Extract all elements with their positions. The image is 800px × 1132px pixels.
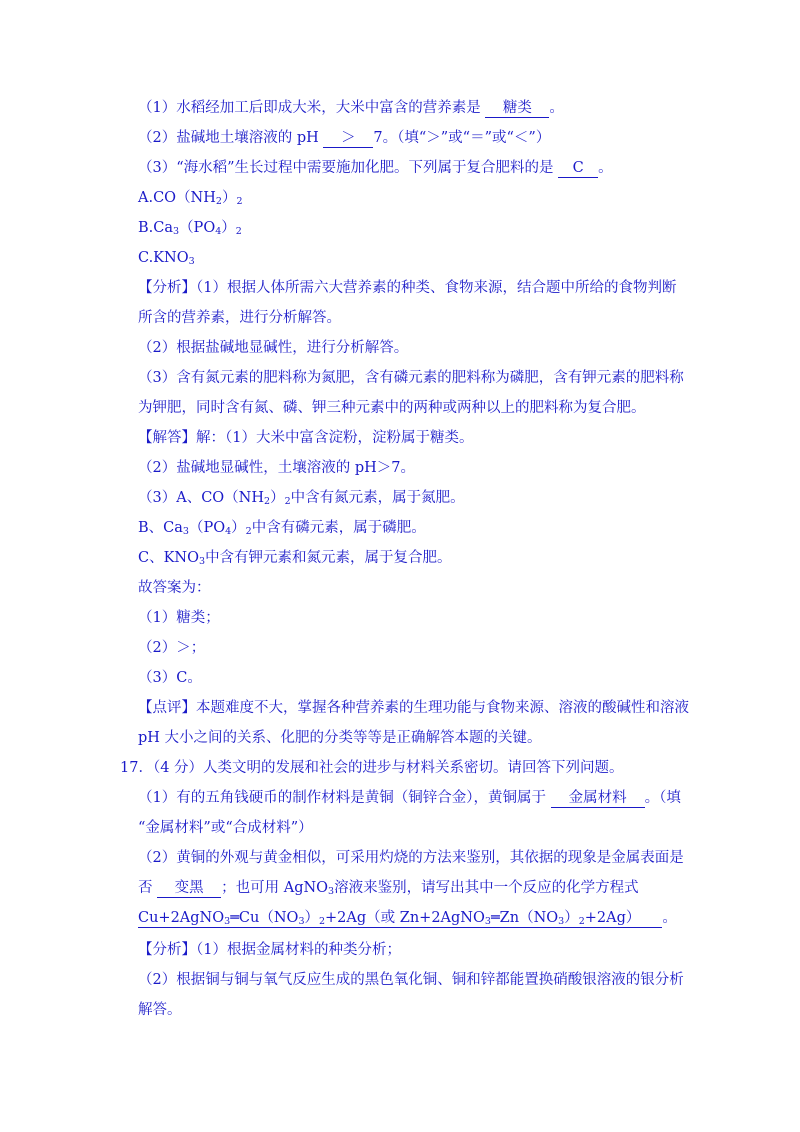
solution-line: （2）＞； bbox=[138, 640, 206, 656]
answer-blank: $Cu+2AgNO_3═Cu(NO_3)_2+2Ag$（或 $Zn+2AgNO_3═Zn(NO_3)_2+2Ag$） bbox=[138, 909, 662, 928]
question-16-part-3: （3）“海水稻”生长过程中需要施加化肥。下列属于复合肥料的是 C 。 bbox=[138, 160, 613, 176]
analysis-line: 【分析】（1）根据金属材料的种类分析； bbox=[138, 942, 401, 958]
question-17-part-2: （2）黄铜的外观与黄金相似，可采用灼烧的方法来鉴别，其依据的现象是金属表面是 bbox=[138, 850, 684, 866]
solution-line: 【解答】解：（1）大米中富含淀粉，淀粉属于糖类。 bbox=[138, 430, 474, 446]
solution-line: C、$KNO_3$中含有钾元素和氮元素，属于复合肥。 bbox=[138, 550, 452, 567]
option-b: $B.Ca_3(PO_4)_2$ bbox=[138, 220, 242, 237]
analysis-line: （2）根据铜与铜与氧气反应生成的黑色氧化铜、铜和锌都能置换硝酸银溶液的银分析 bbox=[138, 972, 684, 988]
analysis-line: （2）根据盐碱地显碱性，进行分析解答。 bbox=[138, 340, 409, 356]
question-16-part-1: （1）水稻经加工后即成大米，大米中富含的营养素是 糖类 。 bbox=[138, 100, 564, 116]
question-17-part-1: （1）有的五角钱硬币的制作材料是黄铜（铜锌合金），黄铜属于 金属材料 。（填 bbox=[138, 790, 681, 806]
solution-line: （2）盐碱地显碱性，土壤溶液的 pH＞7。 bbox=[138, 460, 415, 476]
answer-blank: 变黑 bbox=[157, 879, 221, 898]
option-a: $A.CO(NH_2)_2$ bbox=[138, 190, 243, 207]
question-16-part-2: （2）盐碱地土壤溶液的 pH ＞ 7。（填“＞”或“＝”或“＜”） bbox=[138, 130, 551, 146]
question-17-title: 17．（4 分）人类文明的发展和社会的进步与材料关系密切。请回答下列问题。 bbox=[120, 760, 624, 776]
review-line: pH 大小之间的关系、化肥的分类等等是正确解答本题的关键。 bbox=[138, 730, 542, 746]
answer-blank: 糖类 bbox=[485, 99, 549, 118]
review-line: 【点评】本题难度不大，掌握各种营养素的生理功能与食物来源、溶液的酸碱性和溶液 bbox=[138, 700, 689, 716]
solution-line: B、$Ca_3(PO_4)_2$中含有磷元素，属于磷肥。 bbox=[138, 520, 426, 537]
solution-line: 故答案为： bbox=[138, 580, 211, 596]
question-17-part-2-cont: 否 变黑 ；也可用 AgNO$_3$溶液来鉴别，请写出其中一个反应的化学方程式 bbox=[138, 880, 639, 897]
answer-blank: ＞ bbox=[323, 129, 373, 148]
analysis-line: （3）含有氮元素的肥料称为氮肥，含有磷元素的肥料称为磷肥，含有钾元素的肥料称 bbox=[138, 370, 684, 386]
solution-line: （1）糖类； bbox=[138, 610, 220, 626]
option-c: $C.KNO_3$ bbox=[138, 250, 195, 267]
solution-line: （3）A、$CO(NH_2)_2$中含有氮元素，属于氮肥。 bbox=[138, 490, 465, 507]
analysis-line: 解答。 bbox=[138, 1002, 182, 1018]
analysis-line: 【分析】（1）根据人体所需六大营养素的种类、食物来源，结合题中所给的食物判断 bbox=[138, 280, 677, 296]
analysis-line: 为钾肥，同时含有氮、磷、钾三种元素中的两种或两种以上的肥料称为复合肥。 bbox=[138, 400, 646, 416]
question-17-part-1-cont: “金属材料”或“合成材料”） bbox=[138, 820, 313, 836]
analysis-line: 所含的营养素，进行分析解答。 bbox=[138, 310, 341, 326]
answer-blank: 金属材料 bbox=[551, 789, 645, 808]
solution-line: （3）C。 bbox=[138, 670, 202, 686]
answer-blank: C bbox=[558, 159, 598, 178]
equation-answer: $Cu+2AgNO_3═Cu(NO_3)_2+2Ag$（或 $Zn+2AgNO_3═Zn(NO_3)_2+2Ag$） 。 bbox=[138, 910, 677, 927]
